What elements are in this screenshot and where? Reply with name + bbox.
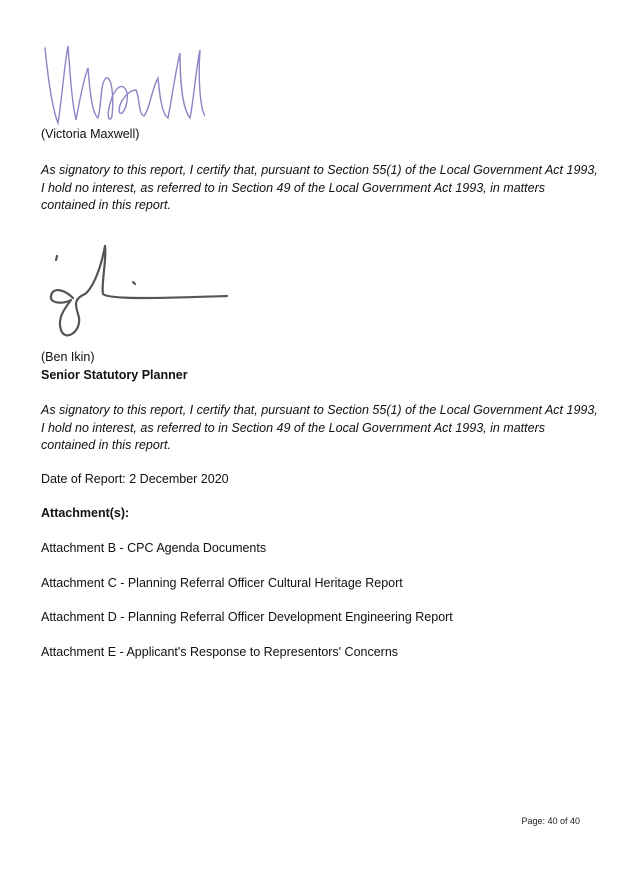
signature-ben-ikin — [45, 238, 235, 348]
date-of-report: Date of Report: 2 December 2020 — [41, 472, 229, 486]
signatory-2-certification: As signatory to this report, I certify that, pursuant to Section 55(1) of the Local Government Act 1993, I hold no interest, as referred to in Section 49 of the Local Government Act 1993, in matters contained in this report. — [41, 403, 598, 452]
attachment-item: Attachment E - Applicant's Response to Representors' Concerns — [41, 645, 399, 659]
signatory-1-name: (Victoria Maxwell) — [41, 127, 140, 141]
signatory-1-certification: As signatory to this report, I certify that, pursuant to Section 55(1) of the Local Government Act 1993, I hold no interest, as referred to in Section 49 of the Local Government Act 1993, in matters contained in this report. — [41, 163, 598, 212]
attachment-item: Attachment B - CPC Agenda Documents — [41, 541, 267, 555]
signature-victoria-maxwell — [40, 38, 205, 128]
attachments-heading: Attachment(s): — [41, 506, 130, 520]
signatory-2-title: Senior Statutory Planner — [41, 368, 188, 382]
page-number: Page: 40 of 40 — [521, 816, 580, 826]
attachment-item: Attachment C - Planning Referral Officer Cultural Heritage Report — [41, 576, 403, 590]
attachment-item: Attachment D - Planning Referral Officer Development Engineering Report — [41, 610, 453, 624]
signatory-2-name: (Ben Ikin) — [41, 350, 95, 364]
